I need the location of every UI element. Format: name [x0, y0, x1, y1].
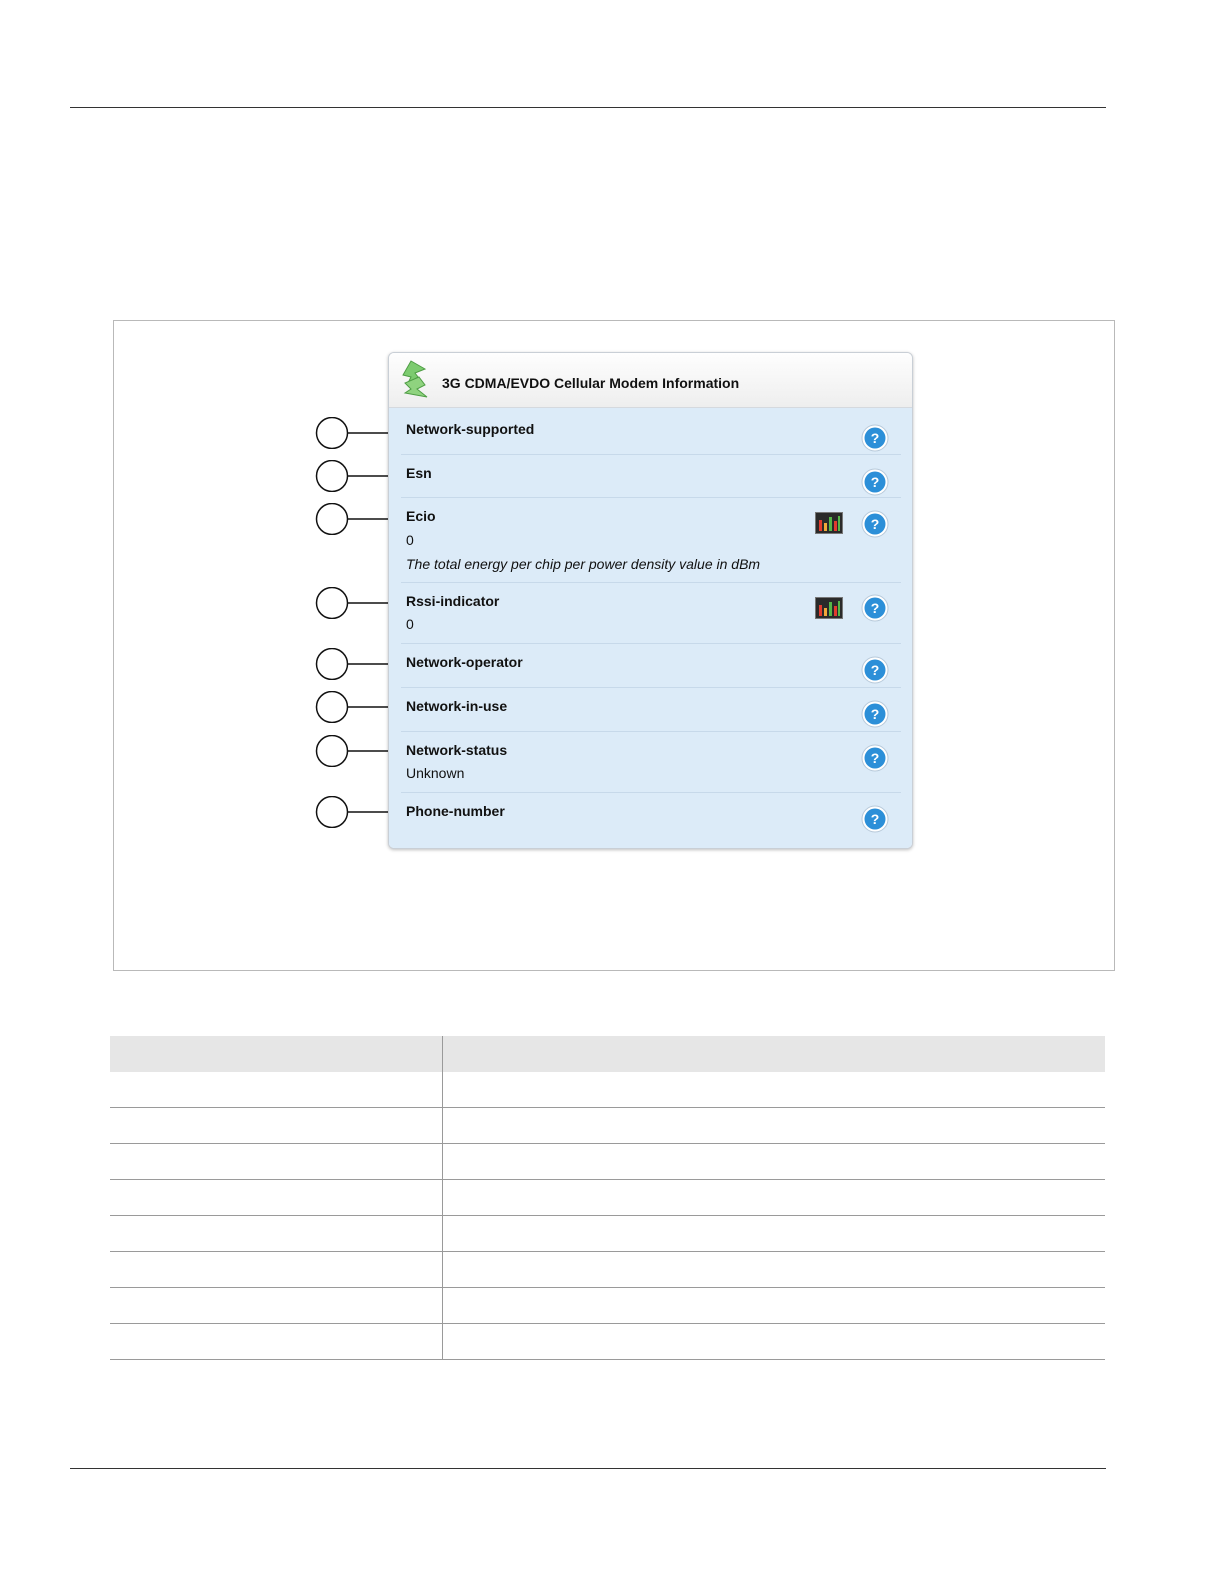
table-cell — [110, 1072, 443, 1108]
table-header-cell — [110, 1036, 443, 1072]
row-value: 0 — [406, 616, 414, 632]
svg-text:?: ? — [870, 430, 880, 446]
table-cell — [443, 1324, 1106, 1360]
help-icon[interactable] — [861, 744, 889, 772]
svg-text:?: ? — [870, 750, 880, 766]
row-label: Phone-number — [406, 803, 505, 819]
row-esn — [401, 455, 901, 498]
table-cell — [443, 1288, 1106, 1324]
table-cell — [110, 1324, 443, 1360]
svg-text:?: ? — [870, 811, 880, 827]
row-label: Rssi-indicator — [406, 593, 500, 609]
table-row — [110, 1288, 1105, 1324]
row-label: Ecio — [406, 508, 436, 524]
table-cell — [110, 1144, 443, 1180]
svg-text:?: ? — [870, 600, 880, 616]
table-cell — [443, 1072, 1106, 1108]
table-row — [110, 1324, 1105, 1360]
svg-text:?: ? — [870, 474, 880, 490]
table-cell — [110, 1180, 443, 1216]
row-label: Network-status — [406, 742, 508, 758]
svg-text:?: ? — [870, 516, 880, 532]
table-cell — [443, 1144, 1106, 1180]
chart-icon[interactable] — [815, 597, 843, 619]
row-ecio — [401, 498, 901, 583]
modem-info-panel — [388, 352, 913, 849]
help-icon[interactable] — [861, 805, 889, 833]
svg-text:?: ? — [870, 706, 880, 722]
panel-body — [389, 408, 912, 849]
help-icon[interactable] — [861, 594, 889, 622]
sync-arrows-icon — [397, 359, 433, 401]
table-cell — [443, 1180, 1106, 1216]
row-label: Network-operator — [406, 654, 523, 670]
row-network-supported — [401, 408, 901, 455]
row-value: 0 — [406, 532, 414, 548]
page-footer-rule — [70, 1468, 1106, 1469]
row-network-operator — [401, 644, 901, 688]
page-header-rule — [70, 107, 1106, 108]
help-icon[interactable] — [861, 510, 889, 538]
table-header-row — [110, 1036, 1105, 1072]
table-row — [110, 1216, 1105, 1252]
table-row — [110, 1180, 1105, 1216]
help-icon[interactable] — [861, 468, 889, 496]
table-header-cell — [443, 1036, 1106, 1072]
table-cell — [443, 1252, 1106, 1288]
table-cell — [110, 1252, 443, 1288]
panel-title: 3G CDMA/EVDO Cellular Modem Information — [442, 375, 740, 391]
help-icon[interactable] — [861, 700, 889, 728]
row-network-in-use — [401, 688, 901, 732]
table-row — [110, 1252, 1105, 1288]
table-row — [110, 1108, 1105, 1144]
table-row — [110, 1144, 1105, 1180]
table-cell — [110, 1216, 443, 1252]
table-row — [110, 1072, 1105, 1108]
help-icon[interactable] — [861, 424, 889, 452]
row-label: Esn — [406, 465, 432, 481]
table-cell — [443, 1216, 1106, 1252]
row-description: The total energy per chip per power density value in dBm — [406, 556, 761, 572]
row-network-status — [401, 732, 901, 793]
parameter-table — [110, 1036, 1105, 1360]
svg-text:?: ? — [870, 662, 880, 678]
table-cell — [443, 1108, 1106, 1144]
help-icon[interactable] — [861, 656, 889, 684]
row-value: Unknown — [406, 765, 465, 781]
table-cell — [110, 1108, 443, 1144]
row-phone-number — [401, 793, 901, 849]
table-cell — [110, 1288, 443, 1324]
chart-icon[interactable] — [815, 512, 843, 534]
row-rssi-indicator — [401, 583, 901, 644]
row-label: Network-supported — [406, 421, 535, 437]
row-label: Network-in-use — [406, 698, 508, 714]
panel-header — [389, 353, 912, 408]
